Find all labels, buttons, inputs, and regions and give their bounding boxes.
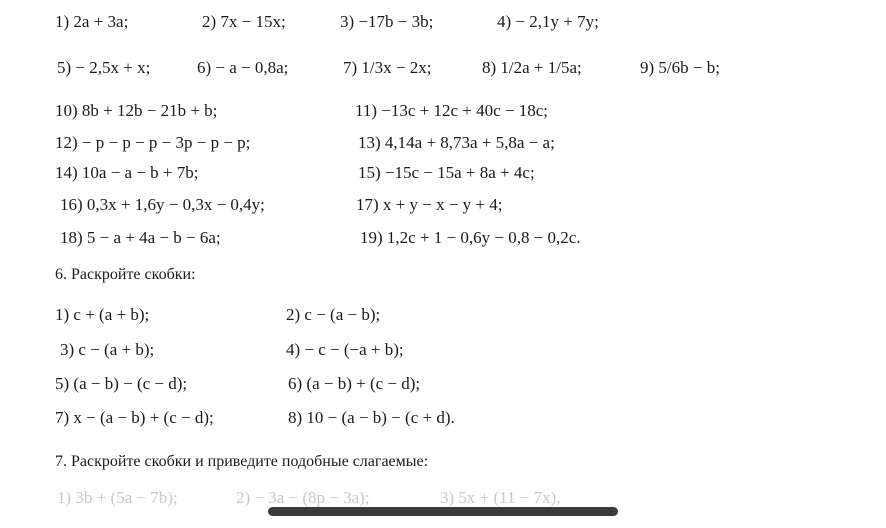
expression-5-17: 17) x + y − x − y + 4; bbox=[356, 195, 503, 214]
expression-6-8: 8) 10 − (a − b) − (c + d). bbox=[288, 408, 455, 427]
home-indicator[interactable] bbox=[268, 507, 618, 516]
expression-5-15: 15) −15c − 15a + 8a + 4c; bbox=[358, 163, 535, 182]
expression-5-13: 13) 4,14a + 8,73a + 5,8a − a; bbox=[358, 133, 555, 152]
expression-6-1: 1) c + (a + b); bbox=[55, 305, 150, 324]
expression-5-18: 18) 5 − a + 4a − b − 6a; bbox=[60, 228, 221, 247]
expression-5-8: 8) 1/2a + 1/5a; bbox=[482, 58, 582, 77]
expression-7-1: 1) 3b + (5a − 7b); bbox=[57, 488, 178, 507]
expression-5-14: 14) 10a − a − b + 7b; bbox=[55, 163, 199, 182]
expression-5-5: 5) − 2,5x + x; bbox=[57, 58, 151, 77]
expression-5-6: 6) − a − 0,8a; bbox=[197, 58, 289, 77]
expression-5-12: 12) − p − p − p − 3p − p − p; bbox=[55, 133, 251, 152]
expression-5-10: 10) 8b + 12b − 21b + b; bbox=[55, 101, 218, 120]
expression-5-9: 9) 5/6b − b; bbox=[640, 58, 720, 77]
expression-6-6: 6) (a − b) + (c − d); bbox=[288, 374, 421, 393]
expression-6-4: 4) − c − (−a + b); bbox=[286, 340, 404, 359]
expression-5-1: 1) 2a + 3a; bbox=[55, 12, 129, 31]
expression-5-3: 3) −17b − 3b; bbox=[340, 12, 434, 31]
expression-5-7: 7) 1/3x − 2x; bbox=[343, 58, 432, 77]
expression-5-16: 16) 0,3x + 1,6y − 0,3x − 0,4y; bbox=[60, 195, 265, 214]
exercise-7-heading: 7. Раскройте скобки и приведите подобные слагаемые: bbox=[55, 453, 429, 470]
expression-6-3: 3) c − (a + b); bbox=[60, 340, 155, 359]
expression-5-19: 19) 1,2c + 1 − 0,6y − 0,8 − 0,2c. bbox=[360, 228, 581, 247]
expression-6-2: 2) c − (a − b); bbox=[286, 305, 381, 324]
expression-5-4: 4) − 2,1y + 7y; bbox=[497, 12, 599, 31]
expression-6-5: 5) (a − b) − (c − d); bbox=[55, 374, 188, 393]
expression-6-7: 7) x − (a − b) + (c − d); bbox=[55, 408, 214, 427]
expression-7-3: 3) 5x + (11 − 7x), bbox=[440, 488, 561, 507]
exercise-6-heading: 6. Раскройте скобки: bbox=[55, 266, 196, 283]
expression-5-2: 2) 7x − 15x; bbox=[202, 12, 286, 31]
expression-7-2: 2) − 3a − (8p − 3a); bbox=[236, 488, 370, 507]
expression-5-11: 11) −13c + 12c + 40c − 18c; bbox=[355, 101, 549, 120]
